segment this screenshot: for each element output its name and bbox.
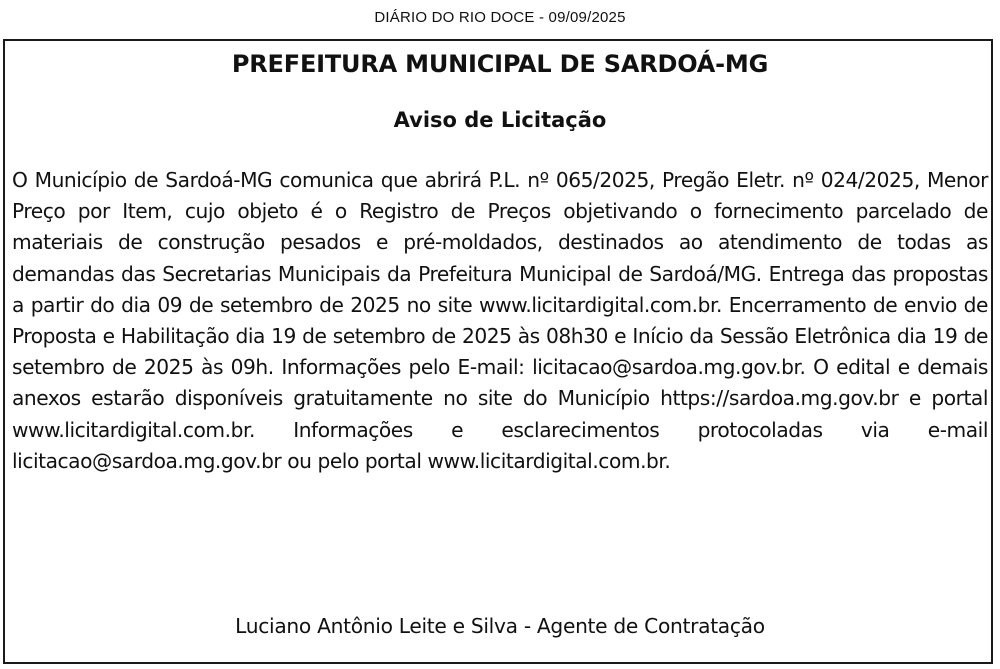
notice-signature: Luciano Antônio Leite e Silva - Agente de Contratação [235,614,765,638]
notice-subtitle: Aviso de Licitação [393,108,607,132]
notice-title: PREFEITURA MUNICIPAL DE SARDOÁ-MG [231,50,769,78]
newspaper-header: DIÁRIO DO RIO DOCE - 09/09/2025 [374,9,626,26]
notice-body-text: O Município de Sardoá-MG comunica que abrirá P.L. nº 065/2025, Pregão Eletr. nº 024/2025, Menor Preço por Item, cujo objeto é o Registro de Preços objetivando o fornecimento parcelado de materiais de construção pesados e pré-moldados, destinados ao atendimento de todas as demandas das Secretarias Municipais da Prefeitura Municipal de Sardoá/MG. Entrega das propostas a partir do dia 09 de setembro de 2025 no site www.licitardigital.com.br. Encerramento de envio de Proposta e Habilitação dia 19 de setembro de 2025 às 08h30 e Início da Sessão Eletrônica dia 19 de setembro de 2025 às 09h. Informações pelo E-mail: licitacao@sardoa.mg.gov.br. O edital e demais anexos estarão disponíveis gratuitamente no site do Município https://sardoa.mg.gov.br e portal www.licitardigital.com.br. Informações e esclarecimentos protocoladas via e-mail licitacao@sardoa.mg.gov.br ou pelo portal www.licitardigital.com.br. [12,168,988,473]
